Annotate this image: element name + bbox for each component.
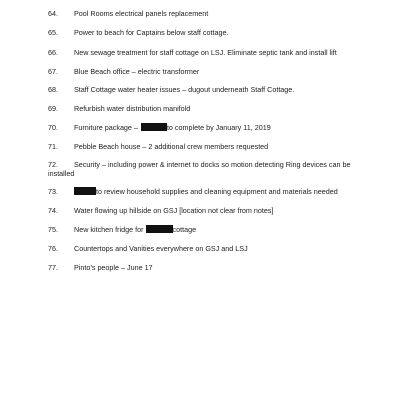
list-item bbox=[48, 28, 378, 37]
list-item bbox=[48, 48, 378, 57]
item-text: Power to beach for Captains below staff cottage. bbox=[74, 28, 229, 37]
item-text-after: to complete by January 11, 2019 bbox=[166, 123, 271, 132]
list-item-continuation bbox=[48, 169, 378, 178]
redaction-block bbox=[74, 187, 96, 195]
item-number: 64. bbox=[48, 9, 58, 18]
redaction-block bbox=[146, 225, 173, 233]
item-text: Pool Rooms electrical panels replacement bbox=[74, 9, 209, 18]
list-item bbox=[48, 244, 378, 253]
item-text: Staff Cottage water heater issues – dugout underneath Staff Cottage. bbox=[74, 85, 295, 94]
item-number: 76. bbox=[48, 244, 58, 253]
item-text: Water flowing up hillside on GSJ [location not clear from notes] bbox=[74, 206, 274, 215]
item-text-after: to review household supplies and cleaning equipment and materials needed bbox=[96, 187, 338, 196]
item-number: 77. bbox=[48, 263, 58, 272]
list-item bbox=[48, 85, 378, 94]
list-item bbox=[48, 263, 378, 272]
list-item bbox=[48, 9, 378, 18]
list-item bbox=[48, 160, 368, 169]
item-number: 75. bbox=[48, 225, 58, 234]
list-item bbox=[48, 142, 378, 151]
item-text: Pebble Beach house – 2 additional crew members requested bbox=[74, 142, 269, 151]
item-text: Countertops and Vanities everywhere on GSJ and LSJ bbox=[74, 244, 248, 253]
list-item bbox=[48, 123, 378, 132]
list-item bbox=[48, 104, 378, 113]
item-number: 66. bbox=[48, 48, 58, 57]
item-number: 71. bbox=[48, 142, 58, 151]
item-text: Security – including power & internet to docks so motion detecting Ring devices can be bbox=[74, 160, 351, 169]
item-number: 74. bbox=[48, 206, 58, 215]
list-item bbox=[48, 206, 378, 215]
item-number: 67. bbox=[48, 67, 58, 76]
item-number: 70. bbox=[48, 123, 58, 132]
item-text-before: New kitchen fridge for bbox=[74, 225, 144, 234]
list-item bbox=[48, 187, 378, 196]
item-number: 73. bbox=[48, 187, 58, 196]
item-number: 65. bbox=[48, 28, 58, 37]
item-text-after: cottage bbox=[172, 225, 197, 234]
item-text: Blue Beach office – electric transformer bbox=[74, 67, 200, 76]
item-number: 69. bbox=[48, 104, 58, 113]
item-text: Refurbish water distribution manifold bbox=[74, 104, 191, 113]
item-text: New sewage treatment for staff cottage on LSJ. Eliminate septic tank and install lift bbox=[74, 48, 337, 57]
list-item bbox=[48, 225, 378, 234]
list-item bbox=[48, 67, 378, 76]
redaction-block bbox=[141, 123, 167, 131]
item-text-before: Furniture package – bbox=[74, 123, 138, 132]
item-number: 72. bbox=[48, 160, 58, 169]
item-number: 68. bbox=[48, 85, 58, 94]
item-text-continuation: installed bbox=[48, 169, 75, 178]
item-text: Pinto’s people – June 17 bbox=[74, 263, 153, 272]
